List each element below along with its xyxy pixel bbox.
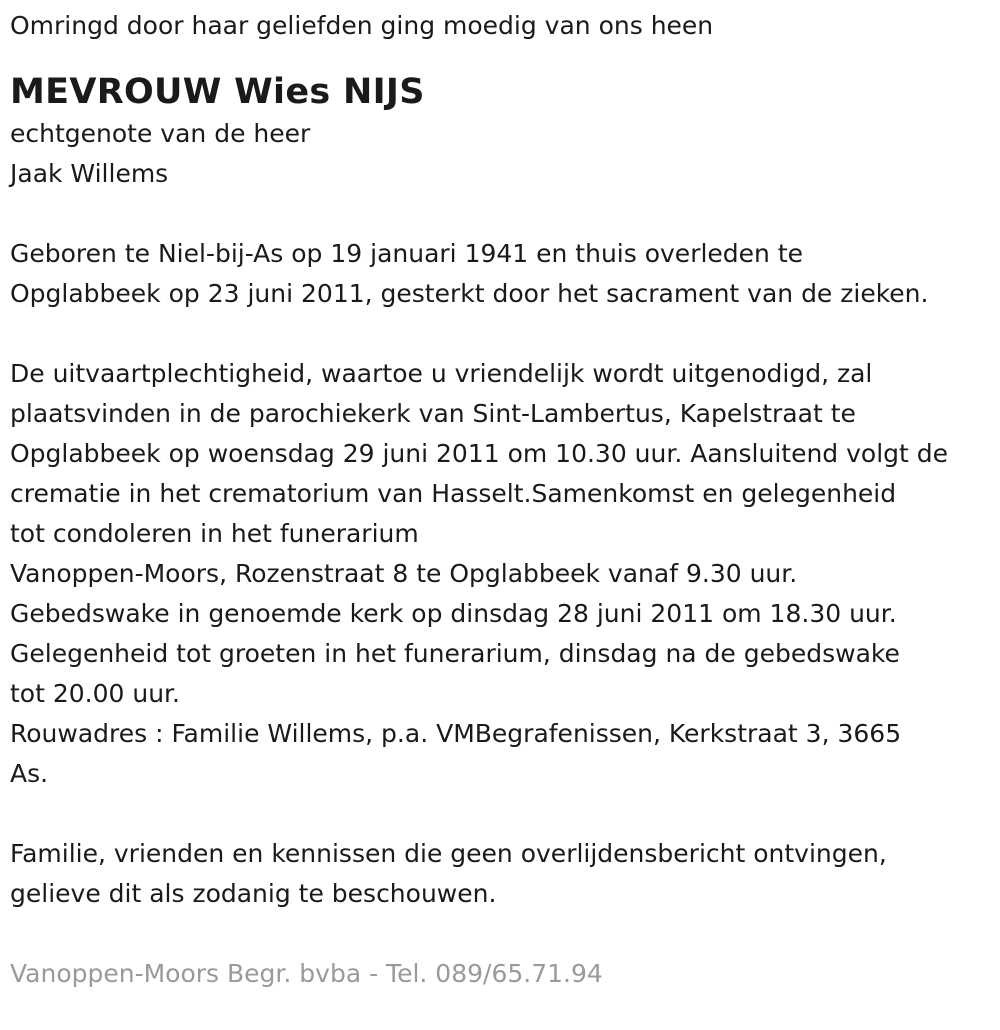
relation-line-1: echtgenote van de heer (10, 119, 311, 148)
ceremony-line-10: Rouwadres : Familie Willems, p.a. VMBegrafenissen, Kerkstraat 3, 3665 (10, 719, 902, 748)
spacer (10, 314, 1000, 354)
ceremony-line-9: tot 20.00 uur. (10, 679, 180, 708)
ceremony-line-3: Opglabbeek op woensdag 29 juni 2011 om 10.30 uur. Aansluitend volgt de (10, 439, 949, 468)
birth-death-paragraph (10, 234, 1000, 314)
closing-paragraph (10, 834, 1000, 914)
funeral-home-footer: Vanoppen-Moors Begr. bvba - Tel. 089/65.71.94 (10, 959, 603, 988)
relation-line-2: Jaak Willems (10, 159, 169, 188)
birth-death-line-2: Opglabbeek op 23 juni 2011, gesterkt door het sacrament van de zieken. (10, 279, 929, 308)
ceremony-line-7: Gebedswake in genoemde kerk op dinsdag 28 juni 2011 om 18.30 uur. (10, 599, 897, 628)
spacer (10, 914, 1000, 954)
ceremony-line-6: Vanoppen-Moors, Rozenstraat 8 te Opglabbeek vanaf 9.30 uur. (10, 559, 798, 588)
birth-death-line-1: Geboren te Niel-bij-As op 19 januari 1941 en thuis overleden te (10, 239, 804, 268)
closing-line-1: Familie, vrienden en kennissen die geen overlijdensbericht ontvingen, (10, 839, 887, 868)
ceremony-line-1: De uitvaartplechtigheid, waartoe u vriendelijk wordt uitgenodigd, zal (10, 359, 873, 388)
ceremony-line-5: tot condoleren in het funerarium (10, 519, 419, 548)
ceremony-paragraph (10, 354, 1000, 794)
ceremony-line-4: crematie in het crematorium van Hasselt.Samenkomst en gelegenheid (10, 479, 897, 508)
ceremony-line-11: As. (10, 759, 49, 788)
deceased-name: MEVROUW Wies NIJS (10, 72, 425, 112)
ceremony-line-2: plaatsvinden in de parochiekerk van Sint-Lambertus, Kapelstraat te (10, 399, 856, 428)
closing-line-2: gelieve dit als zodanig te beschouwen. (10, 879, 497, 908)
spacer (10, 194, 1000, 234)
intro-line: Omringd door haar geliefden ging moedig van ons heen (10, 11, 714, 40)
spacer (10, 794, 1000, 834)
ceremony-line-8: Gelegenheid tot groeten in het funerarium, dinsdag na de gebedswake (10, 639, 900, 668)
